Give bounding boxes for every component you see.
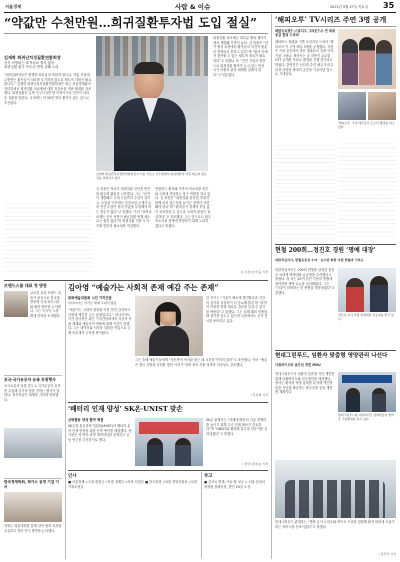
- battery-photo: [135, 418, 203, 466]
- drama-body-2: [338, 140, 396, 240]
- lead-caption: 김재학 희귀난치성질환연합회장이 서울 서초구 사무실에서 희귀질환자 지원 제도의 필요성을 설명하고 있다.: [96, 172, 207, 180]
- lead-body-col4: 희귀질환 치료제는 대부분 해외 제약사에서 개발돼 가격이 높다. 김 회장은 “약가 협상 과정에서 환자들의 의견이 충분히 반영되지 못하고 있다”며 “환자 단체가 참여할 수 있는 제도적 장치가 필요하다”고 말했다. 또 “진단 기술의 발전으로 희귀질환 환자가 늘고 있는 만큼 국가 차원의 관리 체계를 갖춰야 한다”고 덧붙였다.: [213, 36, 268, 77]
- award-person-2: [370, 276, 388, 312]
- obit-title: 부고: [204, 474, 213, 479]
- battery-title: ‘배터리 인재 양성’ SK온·UNIST 맞손: [68, 405, 183, 413]
- mou-body-2: 현대그린푸드 관계자는 “병원 급식 노하우와 바이오 기술을 결합해 환자 회복에 도움이 되는 서비스를 선보이겠다”고 말했다.: [275, 520, 395, 529]
- lead-bottom-divider: [4, 280, 268, 281]
- battery-sub: 산학협동 양성 협약 체결: [68, 418, 104, 422]
- mou-group: [285, 480, 385, 518]
- battery-backdrop: [139, 422, 199, 434]
- award-body: 대한적십자사는 200회 헌혈을 달성한 정진호 씨에게 명예대장 유공장을 수여했다고 밝혔다. 정 씨는 20여 년간 꾸준히 헌혈에 참여하며 생명 나눔을 실천해왔다. 그는 “건강이 허락하는 한 헌혈을 계속하겠다”고 말했다.: [275, 268, 335, 295]
- interview-body-1: “예술가는 시대의 변화를 가장 먼저 감지하고 사회에 예감을 주는 존재입니다.” 미디어아트 작가 김아영은 최근 기자간담회에서 자신의 작품 세계와 예술가의 역할에 대해 이같이 말했다. 그는 데이터와 서사를 결합한 작업으로 국제 미술계의 주목을 받아왔다.: [68, 308, 132, 335]
- lead-body-col3: 연합회는 환자와 가족의 목소리를 정부와 국회에 전달하는 창구 역할을 하고 있다. 김 회장은 “희귀질환 관리법 개정과 함께 치료 접근성을 높이는 정책이 마련돼야 한다”며 “환자들이 경제적 부담 없이 치료받을 수 있도록 사회적 관심이 절실하다”고 강조했다. 그는 앞으로도 환우 목소리를 정책에 반영하기 위해 노력하겠다고 밝혔다.: [155, 187, 211, 228]
- mou-person-1: [346, 388, 360, 412]
- interview-body-3: 그는 후배 예술가들에게 “자신만의 언어를 찾는 데 시간을 아끼지 말라”고 조언했다. 이어 “예술은 결국 사람과 사회를 향한 이야기”라며 창작 지원 정책의 지속성도 강조했다.: [135, 358, 268, 367]
- mou-divider: [275, 350, 396, 351]
- actor-2: [359, 37, 375, 85]
- lead-body-col1b: [4, 200, 92, 272]
- lead-sub-3: 희귀질환 환우 목소리 반영 위해 노력: [4, 65, 59, 70]
- section-label: 서울경제: [5, 4, 22, 9]
- battery-byline: / 울산=장지승 기자: [242, 462, 268, 466]
- drama-body: 메타버스 플랫폼 기반 오리지널 드라마 ‘해피오투’가 주연 배우 3명을 공개했다. 작품은 가상 공간에서 만난 청춘들의 성장 이야기를 그린다. 제작사는 올 하반기 글로벌 OTT 공개를 목표로 촬영을 진행 중이라고 밝혔다. 출연진은 신인과 중견 배우가 어우러져 다양한 세대의 공감을 이끌어낼 것으로 기대된다.: [275, 40, 334, 77]
- artist-body: [149, 326, 189, 356]
- drama-caption: ‘해피오투’ 주연 배우들이 포스터 촬영을 하고 있다.: [338, 121, 395, 129]
- mou-body-1: 현대그린푸드가 임환자 맞춤형 식단 개발을 위해 다원바이오와 업무협약을 체결했다. 양사는 환자의 영양 상태를 분석해 개인별 맞춤 식단을 제공하는 솔루션을 공동 개발할 계획이다.: [275, 372, 335, 395]
- short3-title: 한국경제학회, 학가스 공개 기업 이어: [4, 480, 59, 489]
- short3-body: 학회는 학술대회를 통해 산학 협력 성과를 공유하고 향후 연구 방향을 논의했다.: [4, 524, 62, 533]
- short1-title: 브랜드스쿨 대표 첫 방한: [4, 283, 47, 288]
- mou-photo-2: [275, 460, 396, 518]
- award-person-1: [346, 278, 364, 312]
- drama-title: ‘해피오투’ TV시리즈 주연 3명 공개: [275, 15, 387, 24]
- people-body: ■ 서울경제 ◇국장 편집국 ◇부장 경제부 ◇차장 산업부 ■ 한국전력 ◇처장 경영지원처 ◇실장 기획조정실: [68, 480, 197, 489]
- interview-sub: 문화예술위원회 시인 기자간담: [68, 296, 112, 300]
- drama-body-3: [275, 142, 335, 240]
- battery-divider: [68, 402, 268, 403]
- lead-sub-2: 신속 처방되는 표적치료 쉽지 않아: [4, 60, 55, 65]
- lead-body-col1: “희귀질환자들은 평생을 외로움과 싸워야 합니다. 약값 부담에 고통받는 환자들이 치료를 포기하지 않도록 제도적 지원이 필요합니다.” 김재학 희귀난치성질환연합회장은 최근 서울경제와의 인터뷰에서 희귀질환 치료제에 대한 건강보험 적용 확대를 강조했다. 희귀질환은 유병 인구가 2만 명 이하이거나 진단이 어려운 질환을 말한다. 국내에는 약 50만 명의 환자가 있는 것으로 추산된다.: [4, 73, 92, 105]
- mou-sub: 다원바이오와 솔루션 개발 MOU: [275, 363, 321, 367]
- short2-body: 호국보훈의 달을 앞두고 국가유공자 유족을 초청해 감사의 뜻을 전하는 행사가 열렸다. 참석자들은 희생을 기리며 헌화했다.: [4, 384, 61, 402]
- interview-body-2: 김 작가는 “기술이 빠르게 발전할수록 인간의 감각과 상상력이 더 중요해진다”며 “관객이 작품을 통해 새로운 질문을 던질 수 있기를 바란다”고 말했다. 그는 올해 해외 비엔날레 참가를 앞두고 있으며 국내에서도 신작 전시를 준비하고 있다.: [206, 296, 268, 323]
- mou-banner: [342, 375, 392, 383]
- interview-title: 김아영 “예술가는 사회적 존재 예감 주는 존재”: [68, 283, 219, 292]
- obit-body: ■ 김모씨 별세, 아들·딸 상주 = 서울 삼성서울병원 장례식장, 발인 29일 오전.: [204, 480, 265, 489]
- column-divider: [271, 14, 272, 559]
- short2-photo: [4, 428, 62, 458]
- issue-date: 2021년 5월 27일 목요일: [330, 5, 368, 9]
- obit-divider: [201, 472, 202, 558]
- battery-person-1: [147, 438, 163, 466]
- award-sub: 대한적십자사, 헌혈유공장 수여 · 손수만 회원 자원 헌혈과 기부도: [275, 258, 364, 262]
- interview-byline: / 서지혜 기자: [250, 393, 268, 397]
- lead-photo: [96, 36, 208, 171]
- award-title: 현철 200회…정진호 경원 ‘명예 대장’: [275, 247, 376, 254]
- page-number: 35: [383, 1, 395, 10]
- lead-byline: 글·사진=이건율 기자: [240, 270, 268, 274]
- person-hair: [134, 62, 164, 74]
- mou-caption: 현대그린푸드와 다원바이오 관계자들이 협약 후 기념촬영을 하고 있다.: [338, 413, 394, 421]
- drama-still-2: [368, 92, 396, 120]
- header-rule: [4, 12, 396, 13]
- section-title: 사람 & 이슈: [175, 3, 211, 11]
- award-caption: 정진호 씨가 헌혈 명예대장 유공장을 받고 있다.: [338, 313, 394, 321]
- battery-body-1: SK온과 울산과학기술원(UNIST)이 배터리 분야 인재 양성을 위한 산학 협약을 체결했다. 양 기관은 석·박사 과정 계약학과를 운영하고 공동 연구를 추진하기로 했다.: [68, 424, 132, 442]
- short1-body: 글로벌 교육 브랜드 대표가 처음으로 한국을 방문해 국내 파트너사와 협력 방안을 논의했다. 그는 아시아 시장 확대 전략을 소개했다.: [30, 291, 61, 318]
- battery-body-2: SK온 관계자는 “차세대 배터리 기술 경쟁력을 높이기 위해 우수 인재 확보가 중요하다”며 “UNIST와 협력해 실무형 전문가를 길러내겠다”고 밝혔다.: [206, 418, 268, 436]
- left-col-divider: [65, 282, 66, 559]
- lead-body-col2: 김 회장은 자녀가 희귀질환 진단을 받은 뒤 환우회 활동을 시작했다. 그는 “신약이 개발돼도 국내 도입까지 수년이 걸리고, 도입된 이후에도 건강보험 등재가 늦어 연간 수천만 원의 약값을 부담해야 하는 경우가 많다”고 말했다. 이어 “표적치료제는 신속 처방이 필요한데 현행 제도로는 쉽지 않다”며 희귀질환 전용 투자·지원 법안의 필요성을 역설했다.: [96, 187, 152, 228]
- interview-photo: [135, 296, 203, 356]
- battery-person-2: [175, 438, 191, 466]
- short1-photo: [4, 291, 28, 317]
- lead-subhead: [4, 55, 92, 70]
- mou-photo: [338, 372, 396, 412]
- award-divider: [275, 244, 396, 245]
- actor-1: [342, 39, 358, 85]
- short3-photo: [4, 492, 62, 522]
- actor-3: [376, 40, 392, 85]
- drama-poster: [338, 29, 396, 89]
- mou-person-2: [372, 388, 386, 412]
- people-divider: [68, 470, 268, 471]
- drama-still-1: [338, 92, 366, 120]
- people-title: 인사: [68, 474, 77, 479]
- lead-rule: [4, 33, 268, 34]
- lead-sub-name: 김재학 희귀난치성질환연합회장: [4, 55, 61, 60]
- short2-title: 호국·국가유공자 유족 초청행사: [4, 377, 56, 382]
- drama-rule: [275, 26, 396, 27]
- award-photo: [338, 268, 396, 312]
- drama-sub: 메탈오로랜드·스튜디오 그라운드주 전 세대 공감 힐링 드라마: [275, 29, 335, 38]
- mou-title: 현대그린푸드, 임환자 맞춤형 영양관리 나선다: [275, 353, 388, 359]
- lead-headline: “약값만 수천만원…희귀질환투자법 도입 절실”: [4, 15, 258, 30]
- interview-sub2: 미디어아트 작가로 세계 무대서 활동: [68, 301, 117, 305]
- mou-byline: / 김민지 기자: [378, 552, 396, 556]
